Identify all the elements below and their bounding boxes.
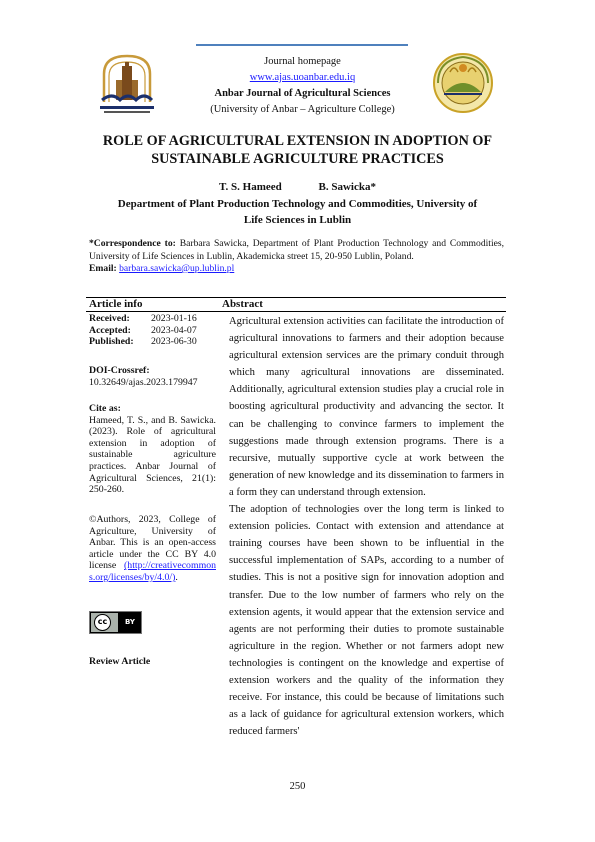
agriculture-college-logo-icon [430, 52, 496, 114]
abstract-body [229, 313, 504, 740]
page-number: 250 [289, 781, 306, 792]
correspondence-text: Barbara Sawicka, Department of Plant Production Technology and Commodities, University of Life Sciences in Lublin, Akademicka street 15, 20-950 Lublin, Poland. [89, 238, 504, 262]
cc-by-license-icon[interactable] [89, 611, 142, 634]
cite-block [89, 403, 216, 496]
abstract-heading: Abstract [222, 298, 263, 310]
license-link[interactable]: (http://creativecommons.org/licenses/by/4.0/) [89, 560, 216, 583]
department-line1: Department of Plant Production Technology and Commodities, University of [117, 198, 478, 210]
university-of-anbar-logo-icon [98, 52, 156, 116]
correspondence-block [89, 238, 504, 276]
doi-label: DOI-Crossref: [89, 365, 150, 376]
received-label: Received: [89, 313, 130, 324]
abstract-paragraph-2: The adoption of technologies over the long term is linked to extension policies. Contact with extension and attendance at training courses have been shown to be influential in the successful implementation of SAPs, according to a number of studies. This is not a positive sign for innovation adoption and transfer. Due to the low number of farmers who rely on the extension agents, it would appear that the extension service and agents are not performing their duties to promote sustainable agriculture in the region. Whether or not farmers adopt new technologies is contingent on the knowledge and expertise of extension workers and the quality of the information they receive. For instance, this could be because of limitations such as a lack of guidance for agricultural extension workers, which reduced farmers' [229, 504, 504, 738]
article-info-heading: Article info [89, 298, 143, 310]
doi-value: 10.32649/ajas.2023.179947 [89, 376, 198, 388]
accepted-row [89, 325, 216, 337]
article-type: Review Article [89, 656, 151, 667]
section-rule-bottom [86, 311, 506, 312]
cite-text: Hameed, T. S., and B. Sawicka. (2023). Role of agricultural extension in adoption of sustainable agriculture practices. Anbar Journal of Agricultural Sciences, 21(1): 250-260. [89, 414, 216, 496]
received-date: 2023-01-16 [151, 313, 197, 324]
header-rule [196, 44, 408, 46]
license-block [89, 514, 216, 584]
article-dates [89, 313, 216, 348]
published-date: 2023-06-30 [151, 336, 197, 348]
article-title-line2: SUSTAINABLE AGRICULTURE PRACTICES [151, 151, 444, 167]
article-title-line1: ROLE OF AGRICULTURAL EXTENSION IN ADOPTION OF [102, 133, 493, 149]
cc-circle-icon: cc [94, 614, 111, 631]
cite-label: Cite as: [89, 403, 121, 414]
section-rule-top [86, 297, 506, 298]
author-2: B. Sawicka* [318, 181, 376, 193]
email-link[interactable]: barbara.sawicka@up.lublin.pl [119, 263, 235, 274]
accepted-date: 2023-04-07 [151, 324, 197, 336]
accepted-label: Accepted: [89, 324, 131, 336]
author-1: T. S. Hameed [219, 181, 282, 193]
journal-url-wrapper [190, 71, 415, 84]
published-row [89, 336, 216, 348]
journal-url-link[interactable]: www.ajas.uoanbar.edu.iq [249, 72, 356, 83]
author-list [60, 181, 535, 193]
published-label: Published: [89, 336, 134, 348]
received-row [89, 313, 216, 325]
email-label: Email: [89, 263, 117, 274]
department [90, 196, 505, 228]
license-text: ©Authors, 2023, College of Agriculture, University of Anbar. This is an open-access article under the CC BY 4.0 license [89, 514, 216, 572]
article-title [60, 132, 535, 168]
journal-affiliation: (University of Anbar – Agriculture College) [210, 104, 395, 115]
department-line2: Life Sciences in Lublin [243, 214, 352, 226]
correspondence-label: *Correspondence to: [89, 238, 176, 249]
by-badge-label: BY [124, 618, 136, 626]
doi-block [89, 365, 216, 388]
license-end: . [175, 571, 178, 583]
journal-homepage-label: Journal homepage [264, 56, 341, 67]
abstract-paragraph-1: Agricultural extension activities can facilitate the introduction of agricultural innovations to farmers and their adoption because agricultural extension services are the primary conduit through which many agricultural innovations are disseminated. Additionally, agricultural extension studies play a crucial role in boosting agricultural productivity and advancing the sector. It can be challenging to convince farmers to implement the suggestions made through extension programs. There is a recursive, mutually supportive cycle at work between the generation of new knowledge and its dissemination to farmers in a form they can understand through extension. [229, 316, 504, 498]
journal-name: Anbar Journal of Agricultural Sciences [214, 88, 391, 99]
